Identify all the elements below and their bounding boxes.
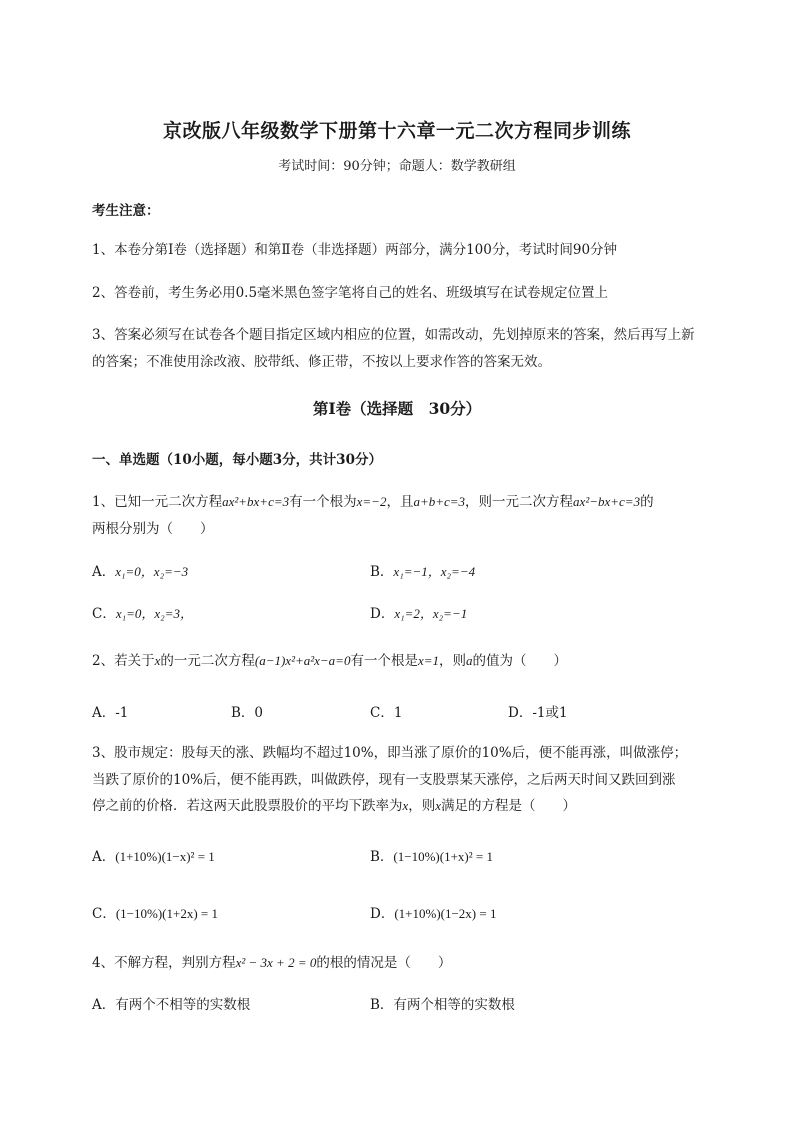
q3-option-b[interactable]: [370, 848, 493, 866]
notice-heading: 考生注意：: [92, 203, 160, 219]
option-text: -1: [115, 705, 129, 721]
option-text: 0: [254, 705, 264, 721]
q3-option-a[interactable]: [92, 848, 215, 866]
q1-root: x=−2: [356, 494, 387, 509]
q3-option-d[interactable]: [370, 905, 496, 923]
notice-1: 1、本卷分第I卷（选择题）和第Ⅱ卷（非选择题）两部分，满分100分，考试时间90分钟: [92, 242, 618, 258]
option-label: D．: [508, 705, 533, 721]
q2-text-5: 的值为（ ）: [472, 653, 568, 669]
page-title: 京改版八年级数学下册第十六章一元二次方程同步训练: [162, 120, 631, 142]
question-2: [92, 652, 567, 670]
option-label: A．: [92, 849, 116, 865]
q2-root: x=1: [417, 653, 440, 668]
q2-option-a[interactable]: [92, 704, 128, 722]
option-label: A．: [92, 564, 116, 580]
q2-var-x: x: [154, 653, 161, 668]
option-label: B．: [231, 705, 255, 721]
option-text: x₁=−1，x₂=−4: [393, 564, 476, 579]
option-label: A．: [92, 997, 116, 1013]
q2-option-d[interactable]: [508, 704, 568, 722]
q4-option-a[interactable]: [92, 996, 250, 1014]
q1-option-b[interactable]: [370, 563, 475, 581]
option-label: C．: [92, 906, 116, 922]
option-text: (1+10%)(1−x)² = 1: [115, 849, 215, 864]
option-text: (1−10%)(1+x)² = 1: [393, 849, 493, 864]
option-label: C．: [92, 606, 116, 622]
question-4: [92, 954, 451, 972]
option-label: D．: [370, 906, 395, 922]
notice-2: 2、答卷前，考生务必用0.5毫米黑色签字笔将自己的姓名、班级填写在试卷规定位置上: [92, 285, 609, 301]
question-1-line-1: [92, 493, 654, 511]
q1-text-3: ，且: [386, 494, 414, 510]
option-text: x₁=0，x₂=−3: [115, 564, 189, 579]
q4-equation: x² − 3x + 2 = 0: [235, 955, 317, 970]
option-text: (1+10%)(1−2x) = 1: [394, 906, 497, 921]
q2-text-3: 有一个根是: [350, 653, 418, 669]
q1-option-c[interactable]: [92, 605, 193, 623]
q3-option-c[interactable]: [92, 905, 218, 923]
option-label: D．: [370, 606, 395, 622]
option-text: 有两个不相等的实数根: [115, 997, 251, 1013]
q2-text-4: ，则: [439, 653, 467, 669]
q3-var-x: x: [402, 798, 409, 813]
option-text: -1或1: [532, 705, 568, 721]
q1-equation-2: ax²−bx+c=3: [573, 494, 641, 509]
q4-text-2: 的根的情况是（ ）: [316, 955, 452, 971]
q1-option-a[interactable]: [92, 563, 188, 581]
q3-text-3: 满足的方程是（ ）: [441, 798, 577, 814]
q1-option-d[interactable]: [370, 605, 467, 623]
q1-text-5: 的: [640, 494, 654, 510]
exam-subtitle: 考试时间：90分钟；命题人：数学教研组: [278, 159, 516, 174]
notice-3-cont: 的答案；不准使用涂改液、胶带纸、修正带，不按以上要求作答的答案无效。: [92, 354, 551, 370]
option-text: (1−10%)(1+2x) = 1: [115, 906, 218, 921]
option-label: B．: [370, 849, 394, 865]
question-3-line-3: [92, 797, 576, 815]
q2-text-2: 的一元二次方程: [160, 653, 255, 669]
q2-option-b[interactable]: [231, 704, 263, 722]
part-heading: 一、单选题（10小题，每小题3分，共计30分）: [92, 452, 382, 468]
option-text: 有两个相等的实数根: [393, 997, 515, 1013]
option-text: x₁=2，x₂=−1: [394, 606, 468, 621]
q2-option-c[interactable]: [370, 704, 402, 722]
option-label: B．: [370, 564, 394, 580]
q2-text-1: 2、若关于: [92, 653, 155, 669]
q1-text-2: 有一个根为: [289, 494, 357, 510]
q1-condition: a+b+c=3: [413, 494, 466, 509]
question-3-line-2: 当跌了原价的10%后，便不能再跌，叫做跌停，现有一支股票某天涨停，之后两天时间又跌回到涨: [92, 772, 676, 788]
option-label: C．: [370, 705, 394, 721]
q3-var-x-2: x: [435, 798, 442, 813]
notice-3: 3、答案必须写在试卷各个题目指定区域内相应的位置，如需改动，先划掉原来的答案，然后再写上新: [92, 327, 695, 343]
q4-option-b[interactable]: [370, 996, 515, 1014]
option-label: A．: [92, 705, 116, 721]
q1-equation-1: ax²+bx+c=3: [222, 494, 290, 509]
option-text: 1: [393, 705, 403, 721]
q1-text-1: 1、已知一元二次方程: [92, 494, 223, 510]
section-title: 第I卷（选择题 30分）: [312, 399, 482, 418]
question-3-line-1: 3、股市规定：股每天的涨、跌幅均不超过10%，即当涨了原价的10%后，便不能再涨，叫做涨停；: [92, 745, 688, 761]
q4-text-1: 4、不解方程，判别方程: [92, 955, 236, 971]
option-text: x₁=0，x₂=3，: [115, 606, 193, 621]
q2-var-a: a: [466, 653, 473, 668]
q2-equation: (a−1)x²+a²x−a=0: [254, 653, 351, 668]
question-1-line-2: 两根分别为（ ）: [92, 521, 214, 537]
q3-text-2: ，则: [408, 798, 436, 814]
q1-text-4: ，则一元二次方程: [465, 494, 574, 510]
q3-text-1: 停之前的价格．若这两天此股票股价的平均下跌率为: [92, 798, 403, 814]
option-label: B．: [370, 997, 394, 1013]
